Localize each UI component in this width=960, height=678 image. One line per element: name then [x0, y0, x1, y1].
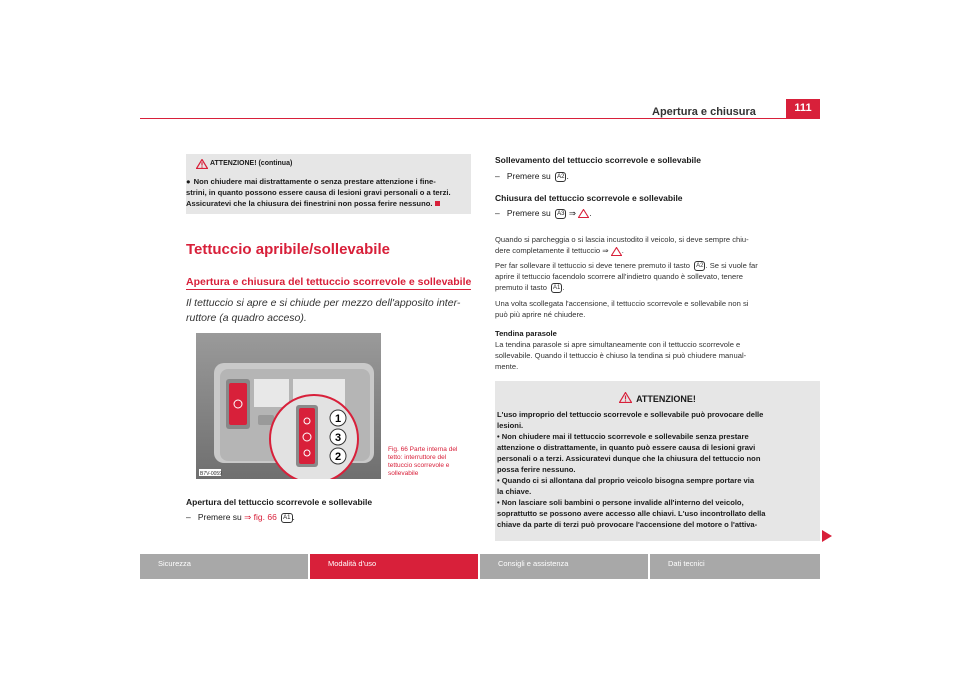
warning-triangle-icon — [619, 392, 632, 403]
fig-66-link[interactable]: ⇒ fig. 66 — [244, 512, 277, 522]
figure-callout-1: 1 — [334, 413, 342, 425]
attention-box — [495, 381, 820, 541]
footer-tab-consigli-assistenza[interactable]: Consigli e assistenza — [480, 554, 648, 579]
footer-nav — [140, 554, 820, 579]
key-tag-a3: A3 — [557, 210, 565, 217]
warning-triangle-icon — [196, 159, 208, 169]
warning-triangle-icon — [611, 247, 622, 256]
key-tag-a1: A1 — [283, 514, 291, 521]
warning-triangle-icon — [578, 209, 589, 218]
footer-tab-dati-tecnici[interactable]: Dati tecnici — [650, 554, 820, 579]
section-intro: Il tettuccio si apre e si chiude per mezzo dell'apposito inter- ruttore (a quadro acceso). — [186, 297, 461, 324]
figure-callout-2: 2 — [334, 451, 342, 463]
footer-tab-sicurezza[interactable]: Sicurezza — [140, 554, 308, 579]
paragraph-ignition: Una volta scollegata l'accensione, il tettuccio scorrevole e sollevabile non si può più aprire né chiudere. — [495, 299, 749, 319]
close-step: – Premere su A3 ⇒ . — [495, 208, 592, 218]
close-title: Chiusura del tettuccio scorrevole e sollevabile — [495, 193, 683, 203]
warning-continued-text: ● Non chiudere mai distrattamente o senza prestare attenzione i fine- strini, in quanto possono essere causa di lesioni gravi personali o a terzi. Assicuratevi che la chiusura dei finestrini non possa ferire nessuno. — [186, 177, 451, 208]
warning-continued-box — [186, 154, 471, 214]
figure-callout-3: 3 — [334, 432, 342, 444]
figure-code: B7V-0059 — [200, 471, 222, 477]
paragraph-parking: Quando si parcheggia o si lascia incustodito il veicolo, si deve sempre chiu- dere completamente il tettuccio ⇒ . — [495, 235, 749, 255]
attention-text: L'uso improprio del tettuccio scorrevole e sollevabile può provocare delle lesioni. • Non chiudere mai il tettuccio scorrevole e sollevabile senza prestare attenzione o distrattamente, in quanto può essere causa di lesioni gravi personali o a terzi. Assicuratevi dunque che la chiusura del tettuccio non possa ferire nessuno. • Quando ci si allontana dal proprio veicolo bisogna sempre portare via la chiave. • Non lasciare soli bambini o persone invalide all'interno del veicolo, soprattutto se possono avere accesso alle chiavi. L'uso incontrollato della chiave da parte di terzi può provocare l'accensione del motore o l'attiva- — [497, 410, 766, 529]
open-title: Apertura del tettuccio scorrevole e sollevabile — [186, 497, 373, 507]
section-subtitle: Apertura e chiusura del tettuccio scorrevole e sollevabile — [186, 276, 472, 288]
key-tag-a2: A2 — [696, 263, 704, 269]
figure-roof-switch — [196, 333, 381, 479]
paragraph-sunshade: Tendina parasole La tendina parasole si apre simultaneamente con il tettuccio scorrevole e sollevabile. Quando il tettuccio è chiuso la tendina si può chiudere manual- mente. — [495, 328, 825, 372]
section-title: Tettuccio apribile/sollevabile — [186, 241, 390, 258]
sunshade-title: Tendina parasole — [495, 329, 557, 338]
footer-tab-modalita-uso[interactable]: Modalità d'uso — [310, 554, 478, 579]
continue-arrow-icon — [822, 530, 832, 542]
key-tag-a1: A1 — [553, 285, 561, 291]
header-rule — [140, 118, 820, 119]
end-square-icon — [435, 201, 440, 206]
open-step: – Premere su ⇒ fig. 66 A1 . — [186, 512, 295, 522]
key-tag-a2: A2 — [557, 173, 565, 180]
figure-caption: Fig. 66 Parte interna del tetto: interruttore del tettuccio scorrevole e sollevabile — [388, 446, 458, 477]
running-header-title: Apertura e chiusura — [652, 106, 756, 118]
page-number: 111 — [786, 99, 820, 118]
paragraph-raise-open: Per far sollevare il tettuccio si deve tenere premuto il tasto A2 . Se si vuole far aprire il tettuccio facendolo scorrere all'indietro quando è sollevato, tenere premuto il tasto A1 . — [495, 261, 758, 292]
warning-continued-title: ATTENZIONE! (continua) — [210, 160, 293, 167]
subtitle-rule — [186, 289, 471, 290]
attention-title: ATTENZIONE! — [495, 392, 820, 404]
roof-switch-illustration — [196, 333, 381, 479]
raise-title: Sollevamento del tettuccio scorrevole e sollevabile — [495, 155, 701, 165]
raise-step: – Premere su A2 . — [495, 171, 569, 181]
